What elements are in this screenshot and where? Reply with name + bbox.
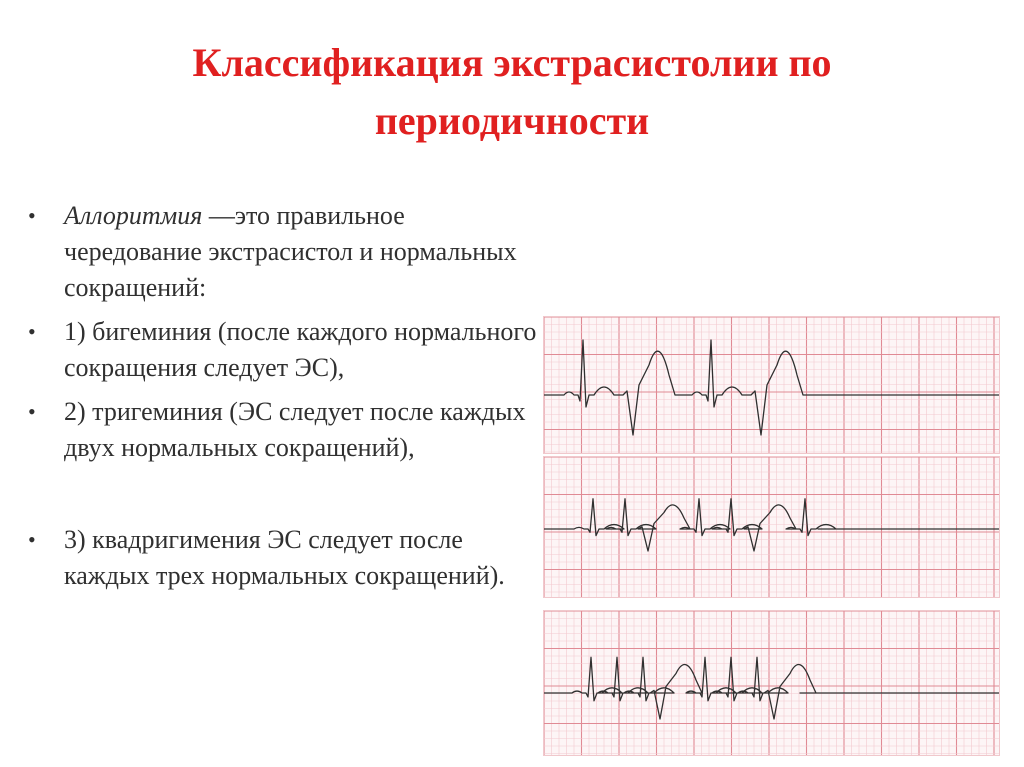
bullet-dot: • (28, 203, 36, 228)
bullet-text: 3) квадригимения ЭС следует после каждых трех нормальных сокращений). (64, 525, 505, 590)
bullet-text: 1) бигеминия (после каждого нормального сокращения следует ЭС), (64, 317, 537, 382)
bullet-quadrigeminy (28, 522, 543, 594)
bullet-bigeminy (28, 314, 543, 386)
bullet-dot: • (28, 527, 36, 552)
bullet-list (28, 198, 543, 594)
bullet-text: 2) тригеминия (ЭС следует после каждых двух нормальных сокращений), (64, 397, 526, 462)
ecg-trace (544, 657, 999, 719)
bullet-trigeminy (28, 394, 543, 466)
trigeminy-ecg-graphic (544, 457, 999, 597)
bullet-text: —это правильное чередование экстрасистол и нормальных сокращений: (64, 201, 517, 302)
quadrigeminy-ecg (543, 610, 1000, 756)
ecg-grid (544, 611, 999, 755)
trigeminy-ecg (543, 456, 1000, 598)
term-allorhythmia: Аллоритмия (64, 201, 203, 230)
bullet-dot: • (28, 399, 36, 424)
bigeminy-ecg-graphic (544, 317, 999, 453)
bullet-dot: • (28, 319, 36, 344)
title-line-1: Классификация экстрасистолии по (192, 40, 832, 85)
quadrigeminy-ecg-graphic (544, 611, 999, 755)
bullet-allorhythmia (28, 198, 543, 306)
ecg-trace (544, 499, 999, 551)
bigeminy-ecg (543, 316, 1000, 454)
ecg-grid (544, 317, 999, 453)
slide-title (60, 34, 964, 150)
title-line-2: периодичности (374, 98, 650, 143)
